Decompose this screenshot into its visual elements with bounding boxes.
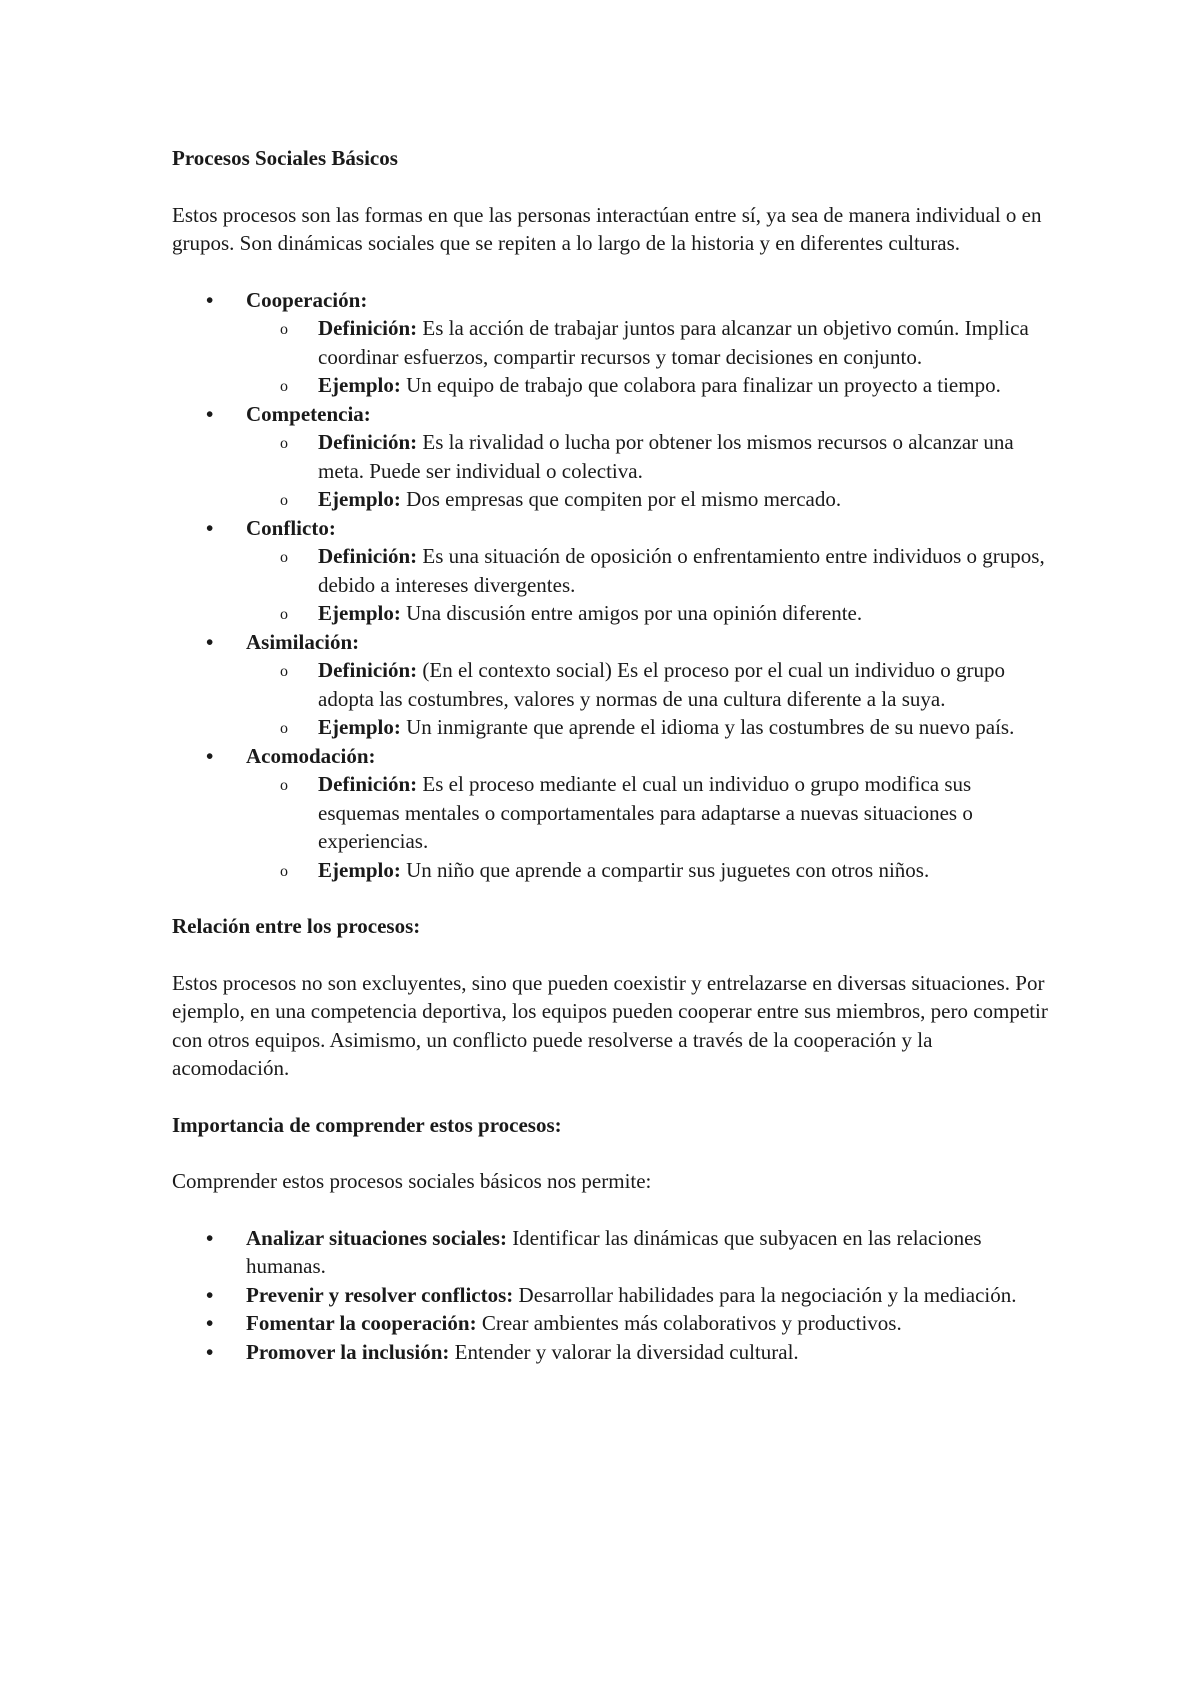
bullet-icon: •: [206, 743, 214, 768]
circle-bullet-icon: o: [280, 492, 288, 509]
definition-text: Es el proceso mediante el cual un individuo o grupo modifica sus esquemas mentales o comportamentales para adaptarse a nuevas situaciones o experiencias.: [318, 772, 973, 853]
circle-bullet-icon: o: [280, 435, 288, 452]
list-item: [172, 1281, 1052, 1310]
list-item: [172, 1338, 1052, 1367]
example-label: Ejemplo:: [318, 857, 401, 882]
sub-list: [246, 428, 1052, 514]
importance-list: [172, 1224, 1052, 1367]
relation-heading: Relación entre los procesos:: [172, 914, 421, 938]
example-label: Ejemplo:: [318, 487, 401, 511]
definition-text: (En el contexto social) Es el proceso por el cual un individuo o grupo adopta las costumbres, valores y normas de una cultura diferente a la suya.: [318, 658, 1006, 711]
definition-text: Es una situación de oposición o enfrentamiento entre individuos o grupos, debido a intereses divergentes.: [318, 544, 1045, 597]
list-item: [172, 314, 1052, 371]
list-item: [172, 1309, 1052, 1338]
importance-text: Entender y valorar la diversidad cultural.: [449, 1339, 799, 1364]
example-text: Un niño que aprende a compartir sus juguetes con otros niños.: [400, 857, 930, 882]
circle-bullet-icon: o: [280, 378, 288, 395]
sub-list: [246, 770, 1052, 884]
example-text: Dos empresas que compiten por el mismo mercado.: [400, 487, 842, 511]
intro-paragraph: Estos procesos son las formas en que las personas interactúan entre sí, ya sea de manera individual o en grupos. Son dinámicas sociales que se repiten a lo largo de la historia y en diferentes culturas.: [172, 202, 1042, 255]
example-text: Un equipo de trabajo que colabora para finalizar un proyecto a tiempo.: [400, 373, 1001, 397]
definition-label: Definición:: [318, 772, 418, 796]
circle-bullet-icon: o: [280, 606, 288, 623]
bullet-icon: •: [206, 1339, 214, 1364]
list-item: [172, 1224, 1052, 1281]
example-text: Una discusión entre amigos por una opinión diferente.: [400, 601, 863, 625]
circle-bullet-icon: o: [280, 777, 288, 794]
bullet-icon: •: [206, 515, 214, 540]
importance-label: Prevenir y resolver conflictos:: [246, 1282, 514, 1307]
relation-paragraph: Estos procesos no son excluyentes, sino que pueden coexistir y entrelazarse en diversas situaciones. Por ejemplo, en una competencia deportiva, los equipos pueden cooperar entre sus miembros, pero competir con otros equipos. Asimismo, un conflicto puede resolverse a través de la cooperación y la acomodación.: [172, 970, 1048, 1080]
document-page: [172, 144, 1052, 1394]
importance-text: Desarrollar habilidades para la negociación y la mediación.: [513, 1282, 1017, 1307]
sub-list: [246, 656, 1052, 742]
definition-label: Definición:: [318, 544, 418, 568]
example-label: Ejemplo:: [318, 373, 401, 397]
bullet-icon: •: [206, 629, 214, 654]
list-item: [172, 770, 1052, 856]
bullet-icon: •: [206, 1225, 214, 1250]
sub-list: [246, 542, 1052, 628]
importance-label: Fomentar la cooperación:: [246, 1311, 477, 1335]
process-name: Competencia:: [246, 401, 371, 426]
list-item: [172, 371, 1052, 400]
importance-label: Analizar situaciones sociales:: [246, 1225, 507, 1250]
list-item: [172, 485, 1052, 514]
importance-heading: Importancia de comprender estos procesos:: [172, 1112, 562, 1137]
circle-bullet-icon: o: [280, 862, 288, 880]
bullet-icon: •: [206, 287, 214, 312]
definition-label: Definición:: [318, 430, 418, 454]
list-item: [172, 428, 1052, 485]
process-name: Asimilación:: [246, 629, 360, 654]
list-item: [172, 286, 1052, 400]
circle-bullet-icon: o: [280, 720, 288, 737]
list-item: [172, 856, 1052, 885]
document-title: Procesos Sociales Básicos: [172, 146, 398, 170]
list-item: [172, 599, 1052, 628]
example-text: Un inmigrante que aprende el idioma y las costumbres de su nuevo país.: [400, 715, 1015, 739]
importance-label: Promover la inclusión:: [246, 1339, 450, 1364]
sub-list: [246, 314, 1052, 400]
importance-intro: Comprender estos procesos sociales básicos nos permite:: [172, 1169, 652, 1193]
importance-text: Identificar las dinámicas que subyacen en las relaciones humanas.: [246, 1225, 982, 1278]
definition-label: Definición:: [318, 658, 418, 682]
list-item: [172, 742, 1052, 885]
process-name: Cooperación:: [246, 287, 368, 312]
example-label: Ejemplo:: [318, 601, 401, 625]
circle-bullet-icon: o: [280, 549, 288, 566]
bullet-icon: •: [206, 401, 214, 426]
process-list: [172, 286, 1052, 885]
list-item: [172, 713, 1052, 742]
bullet-icon: •: [206, 1311, 214, 1335]
importance-text: Crear ambientes más colaborativos y productivos.: [476, 1311, 902, 1335]
process-name: Conflicto:: [246, 515, 336, 540]
definition-label: Definición:: [318, 316, 418, 340]
list-item: [172, 628, 1052, 742]
process-name: Acomodación:: [246, 743, 376, 768]
list-item: [172, 542, 1052, 599]
circle-bullet-icon: o: [280, 663, 288, 680]
list-item: [172, 400, 1052, 514]
list-item: [172, 656, 1052, 713]
bullet-icon: •: [206, 1282, 214, 1307]
circle-bullet-icon: o: [280, 321, 288, 338]
definition-text: Es la acción de trabajar juntos para alcanzar un objetivo común. Implica coordinar esfuerzos, compartir recursos y tomar decisiones en conjunto.: [318, 316, 1029, 369]
list-item: [172, 514, 1052, 628]
example-label: Ejemplo:: [318, 715, 401, 739]
definition-text: Es la rivalidad o lucha por obtener los mismos recursos o alcanzar una meta. Puede ser individual o colectiva.: [318, 430, 1014, 483]
